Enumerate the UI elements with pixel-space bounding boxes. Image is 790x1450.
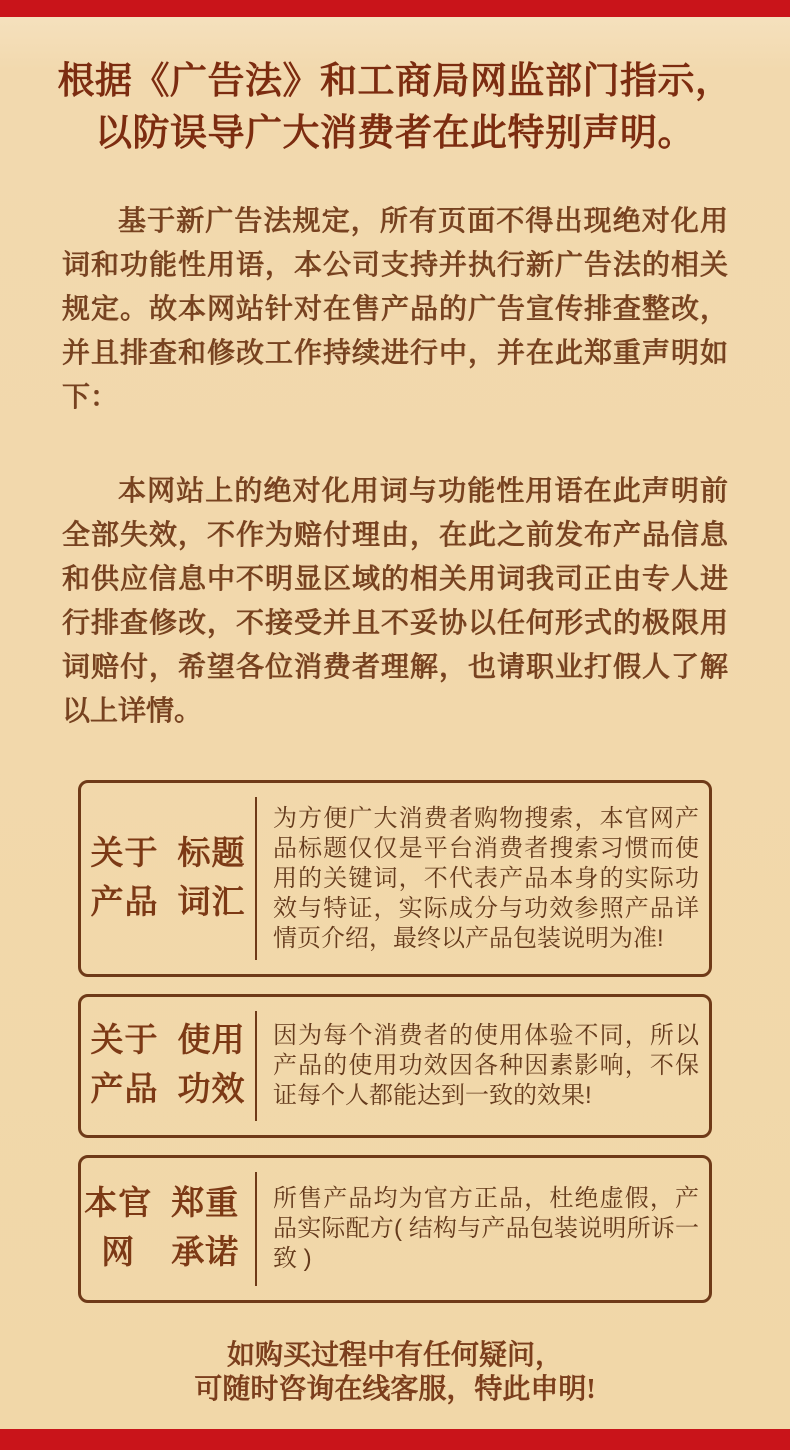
box-label-line-2: 使用功效 xyxy=(177,1023,246,1108)
box-label-line-1: 关于产品 xyxy=(90,1023,159,1108)
box-label-official-promise xyxy=(81,1158,255,1300)
footer-note xyxy=(55,1339,735,1407)
notice-box-official-promise xyxy=(78,1155,712,1303)
notice-box-list xyxy=(78,780,712,1303)
box-text-product-effects: 因为每个消费者的使用体验不同，所以产品的使用功效因各种因素影响，不保证每个人都能达到一致的效果! xyxy=(273,1022,699,1109)
bottom-red-bar xyxy=(0,1429,790,1450)
box-label-product-effects xyxy=(81,997,255,1135)
box-label-line-1: 关于产品 xyxy=(90,835,159,921)
title-line-1: 根据《广告法》和工商局网监部门指示， xyxy=(57,61,733,102)
box-text-official-promise: 所售产品均为官方正品，杜绝虚假，产品实际配方( 结构与产品包装说明所诉一致 ) xyxy=(273,1185,699,1272)
paragraph-terms-invalidated: 本网站上的绝对化用词与功能性用语在此声明前全部失效，不作为赔付理由，在此之前发布产品信息和供应信息中不明显区域的相关用词我司正由专人进行排查修改，不接受并且不妥协以任何形式的极限用词赔付，希望各位消费者理解，也请职业打假人了解以上详情。 xyxy=(62,476,728,727)
top-red-bar xyxy=(0,0,790,17)
box-label-line-2: 标题词汇 xyxy=(177,835,246,921)
paragraph-new-ad-law: 基于新广告法规定，所有页面不得出现绝对化用词和功能性用语，本公司支持并执行新广告法的相关规定。故本网站针对在售产品的广告宣传排查整改，并且排查和修改工作持续进行中，并在此郑重声明如下： xyxy=(62,206,728,413)
box-text-product-title-keywords: 为方便广大消费者购物搜索，本官网产品标题仅仅是平台消费者搜索习惯而使用的关键词，不代表产品本身的实际功效与特证，实际成分与功效参照产品详情页介绍，最终以产品包装说明为准! xyxy=(273,804,699,952)
notice-box-product-title-keywords xyxy=(78,780,712,977)
page-title xyxy=(55,56,735,160)
box-label-line-1: 本官网 xyxy=(84,1186,153,1271)
footer-line-2: 可随时咨询在线客服，特此申明! xyxy=(194,1374,596,1405)
box-label-product-title-keywords xyxy=(81,783,255,974)
box-label-line-2: 郑重承诺 xyxy=(171,1186,240,1271)
notice-box-product-effects xyxy=(78,994,712,1138)
title-line-2: 以防误导广大消费者在此特别声明。 xyxy=(95,113,695,154)
footer-line-1: 如购买过程中有任何疑问， xyxy=(226,1340,563,1371)
